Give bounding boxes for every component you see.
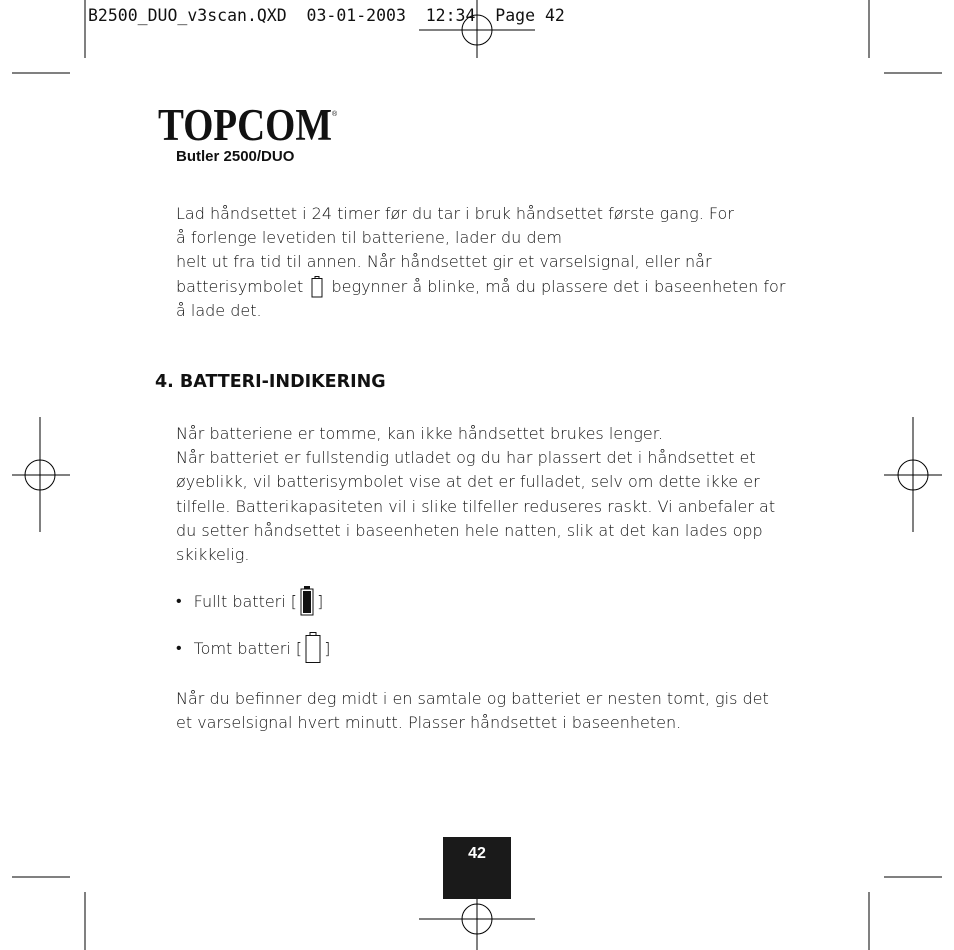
- paragraph-line: øyeblikk, vil batterisymbolet vise at det er fulladet, selv om dette ikke er: [176, 472, 760, 492]
- print-slug-line: B2500_DUO_v3scan.QXD 03-01-2003 12:34 Page 42: [88, 6, 565, 25]
- paragraph-line: Når du befinner deg midt i en samtale og batteriet er nesten tomt, gis det: [176, 689, 769, 708]
- section-paragraph: [176, 422, 816, 567]
- intro-line: å forlenge levetiden til batteriene, lader du dem: [176, 228, 562, 248]
- closing-paragraph: [176, 687, 816, 735]
- bullet-dot: •: [176, 638, 182, 657]
- page-number: 42: [443, 837, 511, 899]
- bullet-empty-battery: • Tomt batteri [ ]: [176, 632, 330, 664]
- battery-full-icon: [300, 586, 314, 616]
- intro-line: å lade det.: [176, 300, 262, 320]
- intro-line-with-icon: batterisymbolet begynner å blinke, må du plassere det i baseenheten for: [176, 275, 816, 299]
- paragraph-line: du setter håndsettet i baseenheten hele natten, slik at det kan lades opp: [176, 520, 763, 540]
- battery-empty-icon: [311, 276, 323, 298]
- paragraph-line: skikkelig.: [176, 545, 250, 565]
- paragraph-line: tilfelle. Batterikapasiteten vil i slike tilfeller reduseres raskt. Vi anbefaler at: [176, 496, 776, 516]
- bullet-dot: •: [176, 591, 182, 610]
- paragraph-line: et varselsignal hvert minutt. Plasser håndsettet i baseenheten.: [176, 713, 682, 733]
- model-name: Butler 2500/DUO: [176, 148, 295, 165]
- topcom-logo: [158, 104, 338, 144]
- paragraph-line: Når batteriene er tomme, kan ikke håndsettet brukes lenger.: [176, 424, 663, 443]
- intro-line: Lad håndsettet i 24 timer før du tar i bruk håndsettet første gang. For: [176, 204, 734, 223]
- battery-empty-icon: [305, 632, 321, 664]
- registered-mark: ®: [332, 111, 338, 118]
- logo-text: TOPCOM: [158, 104, 332, 144]
- bullet-full-battery: • Fullt batteri [ ]: [176, 586, 323, 616]
- section-heading: 4. BATTERI-INDIKERING: [155, 372, 386, 392]
- intro-line: helt ut fra tid til annen. Når håndsettet gir et varselsignal, eller når: [176, 252, 712, 272]
- intro-paragraph: [176, 202, 816, 323]
- paragraph-line: Når batteriet er fullstendig utladet og du har plassert det i håndsettet et: [176, 448, 756, 468]
